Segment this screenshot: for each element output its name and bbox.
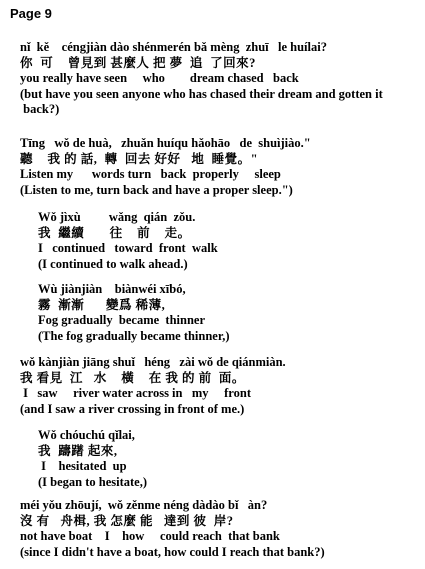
gloss-line: you really have seen who dream chased back	[20, 71, 299, 85]
hanzi-line: 我 躊躇 起來,	[38, 443, 118, 458]
stanza-4	[38, 282, 230, 344]
pinyin-line: Wù jiànjiàn biànwéi xībó,	[38, 282, 186, 296]
page-title: Page 9	[10, 6, 52, 21]
pinyin-line: wǒ kànjiàn jiāng shuǐ héng zài wǒ de qiánmiàn.	[20, 355, 286, 369]
pinyin-line: méi yǒu zhōují, wǒ zěnme néng dàdào bǐ àn?	[20, 498, 268, 512]
translation-line-cont: back?)	[20, 102, 60, 116]
gloss-line: Listen my words turn back properly sleep	[20, 167, 281, 181]
pinyin-line: Wǒ chóuchú qǐlai,	[38, 428, 135, 442]
stanza-1	[20, 40, 383, 118]
translation-line: (The fog gradually became thinner,)	[38, 328, 230, 343]
translation-line: (I continued to walk ahead.)	[38, 256, 188, 271]
stanza-7	[20, 498, 325, 560]
stanza-3	[38, 210, 218, 272]
translation-line: (Listen to me, turn back and have a proper sleep.")	[20, 182, 293, 197]
translation-line: (I began to hesitate,)	[38, 474, 148, 489]
stanza-6	[38, 428, 147, 490]
gloss-line: I saw river water across in my front	[20, 386, 251, 400]
translation-line: (but have you seen anyone who has chased their dream and gotten it	[20, 86, 383, 101]
gloss-line: Fog gradually became thinner	[38, 313, 206, 327]
pinyin-line: Tīng wǒ de huà, zhuǎn huíqu hǎohāo de shuìjiào."	[20, 136, 311, 150]
pinyin-line: Wǒ jìxù wǎng qián zǒu.	[38, 210, 196, 224]
gloss-line: not have boat I how could reach that bank	[20, 529, 280, 543]
hanzi-line: 我 繼續 往 前 走。	[38, 225, 191, 240]
gloss-line: I continued toward front walk	[38, 241, 218, 255]
hanzi-line: 你 可 曾見到 甚麼人 把 夢 追 了回來?	[20, 55, 256, 70]
hanzi-line: 沒 有 舟楫, 我 怎麼 能 達到 彼 岸?	[20, 513, 234, 528]
pinyin-line: nǐ kě céngjiàn dào shénmerén bǎ mèng zhuī le huílai?	[20, 40, 327, 54]
hanzi-line: 霧 漸漸 變爲 稀薄,	[38, 297, 166, 312]
gloss-line: I hesitated up	[38, 459, 127, 473]
stanza-2	[20, 136, 311, 198]
translation-line: (and I saw a river crossing in front of me.)	[20, 401, 245, 416]
stanza-5	[20, 355, 286, 417]
hanzi-line: 我 看見 江 水 橫 在 我 的 前 面。	[20, 370, 245, 385]
translation-line: (since I didn't have a boat, how could I reach that bank?)	[20, 544, 325, 559]
hanzi-line: 聽 我 的 話, 轉 回去 好好 地 睡覺。"	[20, 151, 259, 166]
